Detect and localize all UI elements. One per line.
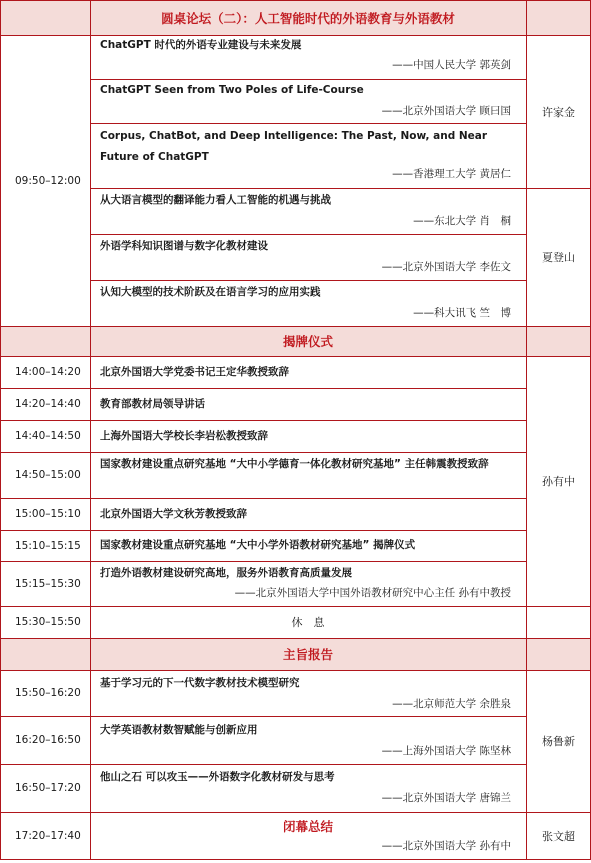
unveiling-time: 15:15–15:30 (15, 577, 81, 590)
row-line (90, 280, 526, 281)
unveiling-item: 北京外国语大学党委书记王定华教授致辞 (100, 366, 289, 378)
unveiling-time: 14:20–14:40 (15, 398, 81, 410)
unveiling-time: 14:00–14:20 (15, 366, 81, 378)
keynote-header: 主旨报告 (282, 647, 333, 662)
row-line (0, 388, 526, 389)
keynote-title: 大学英语教材数智赋能与创新应用 (100, 724, 258, 736)
unveiling-time: 14:50–15:00 (15, 469, 81, 481)
row-line (0, 498, 526, 499)
unveiling-time: 15:00–15:10 (15, 508, 81, 520)
closing-header: 闭幕总结 (282, 819, 333, 834)
talk-speaker: ——香港理工大学 黄居仁 (392, 168, 511, 180)
unveiling-item: 教育部教材局领导讲话 (100, 398, 205, 410)
talk-speaker: ——北京外国语大学 李佐文 (381, 261, 511, 273)
row-line (0, 716, 526, 717)
unveiling-speaker: ——北京外国语大学中国外语教材研究中心主任 孙有中教授 (234, 587, 511, 599)
row-line (0, 606, 591, 607)
unveiling-chair: 孙有中 (542, 475, 575, 488)
border-top (0, 0, 591, 1)
row-line (90, 79, 526, 80)
keynote-speaker: ——北京外国语大学 唐锦兰 (381, 792, 511, 804)
unveiling-item: 国家教材建设重点研究基地 “大中小学德育一体化教材研究基地” 主任韩震教授致辞 (100, 458, 489, 470)
talk-title: 外语学科知识图谱与数字化教材建设 (100, 240, 268, 252)
unveiling-item: 上海外国语大学校长李岩松教授致辞 (100, 430, 268, 442)
unveiling-time: 15:10–15:15 (15, 539, 81, 552)
row-line (0, 530, 526, 531)
row-line (0, 326, 591, 327)
row-line (0, 561, 526, 562)
row-line (0, 452, 526, 453)
talk-title: 认知大模型的技术阶跃及在语言学习的应用实践 (100, 286, 321, 298)
talk-title: 从大语言模型的翻译能力看人工智能的机遇与挑战 (100, 194, 331, 206)
col-divider-chair (526, 0, 527, 860)
roundtable-chair-1: 许家金 (542, 105, 575, 119)
talk-speaker: ——东北大学 肖 桐 (413, 215, 511, 227)
talk-title: ChatGPT Seen from Two Poles of Life-Course (100, 84, 364, 96)
row-line (0, 670, 591, 671)
keynote-title: 基于学习元的下一代数字教材技术模型研究 (100, 677, 300, 689)
roundtable-time: 09:50–12:00 (15, 174, 81, 187)
row-line (90, 234, 526, 235)
closing-chair: 张文超 (542, 830, 575, 843)
keynote-speaker: ——北京师范大学 余胜泉 (392, 698, 511, 710)
row-line (90, 188, 591, 189)
col-divider-time (90, 0, 91, 860)
break-label: 休 息 (291, 616, 325, 629)
keynote-title: 他山之石 可以攻玉——外语数字化教材研发与思考 (100, 771, 335, 783)
keynote-time: 16:50–17:20 (15, 782, 81, 794)
unveiling-item: 北京外国语大学文秋芳教授致辞 (100, 508, 247, 520)
row-line (0, 812, 591, 813)
unveiling-time: 14:40–14:50 (15, 430, 81, 442)
keynote-time: 16:20–16:50 (15, 734, 81, 746)
row-line (0, 764, 526, 765)
row-line (0, 35, 591, 36)
row-line (90, 123, 526, 124)
row-line (0, 356, 591, 357)
keynote-chair: 杨鲁新 (542, 735, 575, 748)
unveiling-header: 揭牌仪式 (282, 334, 333, 349)
talk-speaker: ——北京外国语大学 顾曰国 (381, 105, 511, 117)
talk-title: ChatGPT 时代的外语专业建设与未来发展 (100, 39, 302, 51)
unveiling-item: 打造外语教材建设研究高地，服务外语教育高质量发展 (100, 567, 352, 579)
roundtable-chair-2: 夏登山 (542, 251, 575, 264)
border-bottom (0, 859, 591, 860)
border-left (0, 0, 1, 860)
talk-speaker: ——科大讯飞 竺 博 (413, 307, 511, 319)
roundtable-header: 圆桌论坛（二）：人工智能时代的外语教育与外语教材 (161, 10, 455, 26)
row-line (0, 420, 526, 421)
talk-speaker: ——中国人民大学 郭英剑 (392, 59, 511, 71)
talk-title: Corpus, ChatBot, and Deep Intelligence: The Past, Now, and Near Future of ChatGPT (100, 130, 488, 163)
row-line (0, 638, 591, 639)
keynote-time: 15:50–16:20 (15, 687, 81, 699)
keynote-speaker: ——上海外国语大学 陈坚林 (381, 745, 511, 757)
break-time: 15:30–15:50 (15, 616, 81, 628)
closing-speaker: ——北京外国语大学 孙有中 (381, 840, 511, 852)
unveiling-item: 国家教材建设重点研究基地 “大中小学外语教材研究基地” 揭牌仪式 (100, 539, 416, 551)
closing-time: 17:20–17:40 (15, 830, 81, 842)
